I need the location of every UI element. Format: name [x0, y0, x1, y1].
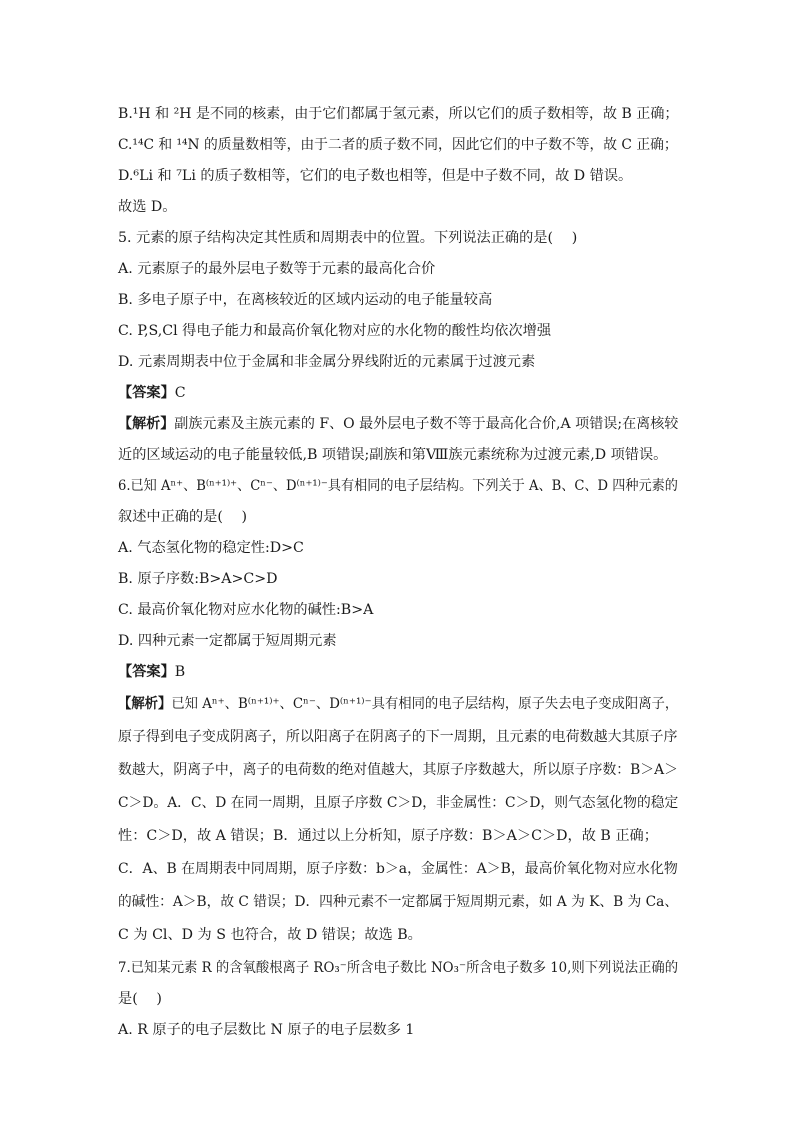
text-line: C＞D。A．C、D 在同一周期，且原子序数 C＞D，非金属性：C＞D，则气态氢化物的稳定 [118, 795, 679, 811]
text-line: 原子得到电子变成阴离子，所以阳离子在阴离子的下一周期，且元素的电荷数越大其原子序 [118, 729, 678, 745]
analysis-line [118, 694, 678, 714]
text-line: D.⁶Li 和 ⁷Li 的质子数相等，它们的电子数也相等，但是中子数不同，故 D 错误。 [118, 168, 633, 184]
question-6-option-a: A. 气态氢化物的稳定性:D>C [118, 540, 304, 556]
question-5-option-b: B. 多电子原子中，在离核较近的区域内运动的电子能量较高 [118, 292, 493, 308]
question-5-stem: 5. 元素的原子结构决定其性质和周期表中的位置。下列说法正确的是( ) [118, 230, 578, 246]
text-line: C.¹⁴C 和 ¹⁴N 的质量数相等，由于二者的质子数不同，因此它们的中子数不等，故 C 正确； [118, 137, 678, 153]
text-line: 是( ) [118, 991, 162, 1007]
analysis-text: 副族元素及主族元素的 F、O 最外层电子数不等于最高化合价,A 项错误;在离核较 [174, 416, 679, 432]
question-5-option-c: C. P,S,Cl 得电子能力和最高价氧化物对应的水化物的酸性均依次增强 [118, 323, 552, 339]
question-6-option-b: B. 原子序数:B>A>C>D [118, 571, 278, 587]
answer-label: 【答案】 [118, 385, 175, 401]
text-line: 故选 D。 [118, 199, 177, 215]
analysis-label: 【解析】 [118, 416, 175, 432]
answer-line [118, 662, 185, 682]
text-line: C 为 Cl、D 为 S 也符合，故 D 错误；故选 B。 [118, 927, 422, 943]
question-6-option-d: D. 四种元素一定都属于短周期元素 [118, 633, 337, 649]
question-7-stem: 7.已知某元素 R 的含氧酸根离子 RO₃⁻所含电子数比 NO₃⁻所含电子数多 10,则下列说法正确的 [118, 960, 679, 976]
question-6-stem: 6.已知 Aⁿ⁺、B⁽ⁿ⁺¹⁾⁺、Cⁿ⁻、D⁽ⁿ⁺¹⁾⁻具有相同的电子层结构。下列关于 A、B、C、D 四种元素的 [118, 478, 678, 494]
answer-label: 【答案】 [118, 664, 175, 680]
question-6-option-c: C. 最高价氧化物对应水化物的碱性:B>A [118, 602, 374, 618]
analysis-label: 【解析】 [118, 696, 172, 712]
answer-line [118, 383, 186, 403]
text-line: 的碱性：A＞B，故 C 错误；D．四种元素不一定都属于短周期元素，如 A 为 K、B 为 Ca、 [118, 894, 679, 910]
text-line: C．A、B 在周期表中同周期，原子序数：b＞a，金属性：A＞B，最高价氧化物对应水化物 [118, 861, 678, 877]
text-line: 叙述中正确的是( ) [118, 509, 248, 525]
analysis-line [118, 414, 678, 434]
analysis-text: 已知 Aⁿ⁺、B⁽ⁿ⁺¹⁾⁺、Cⁿ⁻、D⁽ⁿ⁺¹⁾⁻具有相同的电子层结构，原子失去电子变成阳离子， [171, 696, 679, 712]
text-line: 数越大，阴离子中，离子的电荷数的绝对值越大，其原子序数越大，所以原子序数：B＞A＞ [118, 762, 678, 778]
text-line: 性：C＞D，故 A 错误；B．通过以上分析知，原子序数：B＞A＞C＞D，故 B 正确； [118, 828, 658, 844]
question-5-option-a: A. 元素原子的最外层电子数等于元素的最高化合价 [118, 261, 436, 277]
answer-value: B [174, 664, 186, 680]
question-5-option-d: D. 元素周期表中位于金属和非金属分界线附近的元素属于过渡元素 [118, 354, 536, 370]
text-line: 近的区域运动的电子能量较低,B 项错误;副族和第Ⅷ族元素统称为过渡元素,D 项错误。 [118, 447, 668, 463]
text-line: B.¹H 和 ²H 是不同的核素，由于它们都属于氢元素，所以它们的质子数相等，故 B 正确； [118, 106, 679, 122]
answer-value: C [174, 385, 186, 401]
question-7-option-a: A. R 原子的电子层数比 N 原子的电子层数多 1 [118, 1022, 415, 1038]
